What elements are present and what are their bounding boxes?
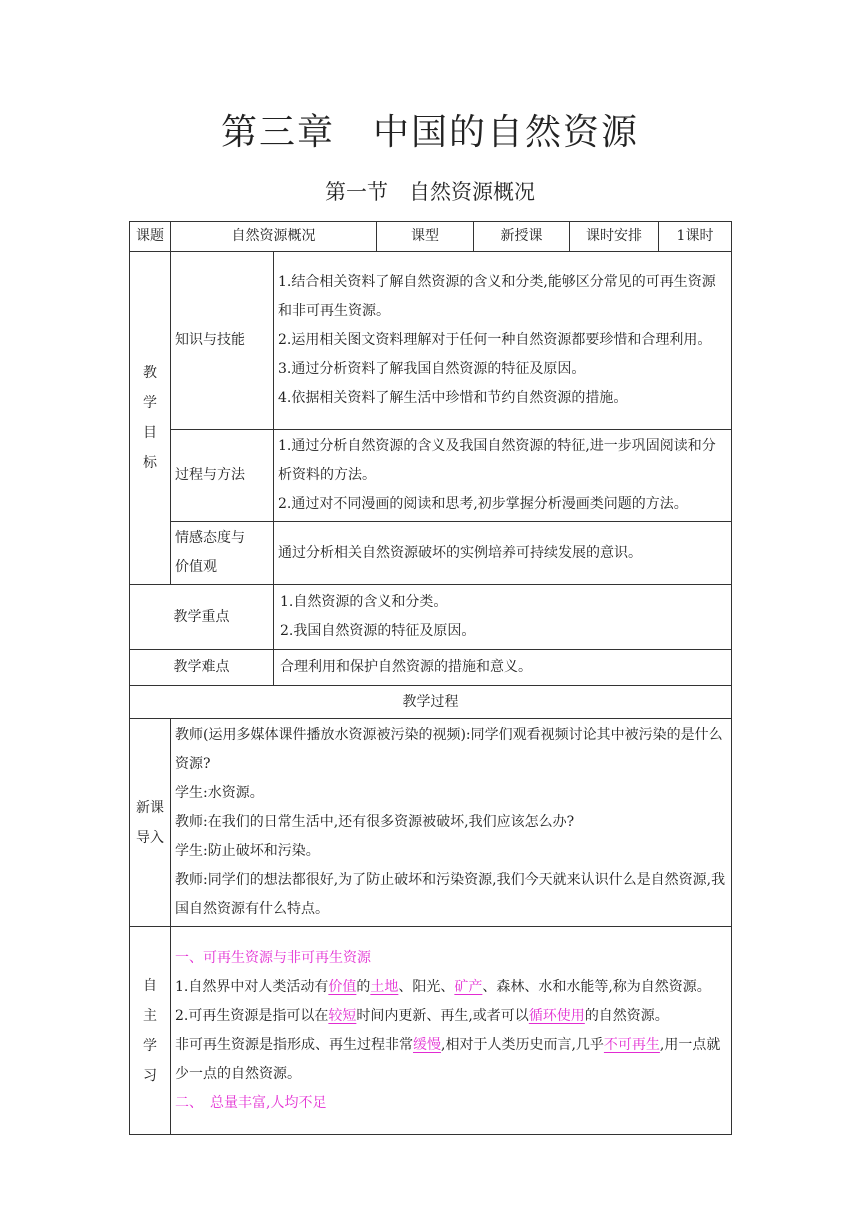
goals-label-char: 教 [143, 365, 157, 381]
hours-label: 课时安排 [570, 222, 659, 252]
process-header-row [130, 686, 732, 719]
text-run: 2.可再生资源是指可以在 [175, 1007, 329, 1024]
self-study-content [171, 927, 732, 1135]
intro-label-line: 新课 [136, 799, 164, 816]
key-points-content [274, 585, 732, 650]
section-heading-total: 二、 总量丰富,人均不足 [175, 1094, 327, 1111]
hours-value: 1课时 [659, 222, 732, 252]
type-value: 新授课 [474, 222, 570, 252]
knowledge-item: 3.通过分析资料了解我国自然资源的特征及原因。 [278, 361, 586, 377]
knowledge-item: 1.结合相关资料了解自然资源的含义和分类,能够区分常见的可再生资源和非可再生资源。 [278, 274, 716, 319]
type-label: 课型 [377, 222, 474, 252]
process-content [274, 430, 732, 522]
process-label: 过程与方法 [171, 430, 274, 522]
process-item: 2.通过对不同漫画的阅读和思考,初步掌握分析漫画类问题的方法。 [278, 496, 688, 512]
self-study-label-char: 主 [143, 1007, 157, 1024]
text-run: 、阳光、 [398, 978, 455, 995]
key-point-item: 1.自然资源的含义和分类。 [280, 594, 448, 610]
key-points-label: 教学重点 [130, 585, 274, 650]
goals-label-char: 标 [143, 455, 157, 471]
intro-label [130, 719, 171, 927]
intro-label-line: 导入 [136, 829, 164, 846]
answer-blank: 土地 [370, 978, 399, 995]
answer-blank: 循环使用 [528, 1007, 585, 1024]
section-heading-renewable: 一、可再生资源与非可再生资源 [175, 949, 371, 966]
self-study-label [130, 927, 171, 1135]
emotion-content: 通过分析相关自然资源破坏的实例培养可持续发展的意识。 [274, 522, 732, 585]
answer-blank: 较短 [328, 1007, 357, 1024]
answer-blank: 缓慢 [413, 1036, 441, 1053]
text-run: ,用一点就少一点的自然资源。 [175, 1036, 721, 1082]
text-run: 的 [356, 978, 371, 995]
self-study-label-char: 自 [143, 977, 157, 994]
answer-blank: 矿产 [454, 978, 483, 995]
difficulty-label: 教学难点 [130, 650, 274, 686]
teaching-goals-label [130, 252, 171, 585]
definition-renewable [175, 1002, 727, 1031]
process-item: 1.通过分析自然资源的含义及我国自然资源的特征,进一步巩固阅读和分析资料的方法。 [278, 438, 716, 483]
self-study-label-char: 习 [143, 1067, 157, 1084]
intro-row [130, 719, 732, 927]
difficulty-row [130, 650, 732, 686]
topic-label: 课题 [130, 222, 171, 252]
answer-blank: 价值 [328, 978, 357, 995]
intro-line: 教师:在我们的日常生活中,还有很多资源被破坏,我们应该怎么办? [175, 814, 575, 830]
emotion-label-line: 情感态度与 [175, 530, 245, 546]
knowledge-item: 4.依据相关资料了解生活中珍惜和节约自然资源的措施。 [278, 390, 628, 406]
definition-non-renewable [175, 1031, 727, 1089]
text-run: 、森林、水和水能等,称为自然资源。 [482, 978, 711, 995]
answer-blank: 不可再生 [603, 1036, 660, 1053]
key-points-row [130, 585, 732, 650]
text-run: ,相对于人类历史而言,几乎 [441, 1036, 604, 1053]
section-title: 第一节 自然资源概况 [325, 180, 535, 204]
definition-natural-resource [175, 973, 727, 1002]
intro-line: 教师:同学们的想法都很好,为了防止破坏和污染资源,我们今天就来认识什么是自然资源,我国自然资源有什么特点。 [175, 872, 726, 917]
key-point-item: 2.我国自然资源的特征及原因。 [280, 623, 476, 639]
self-study-row [130, 927, 732, 1135]
intro-content [171, 719, 732, 927]
process-header: 教学过程 [130, 686, 732, 719]
intro-line: 学生:防止破坏和污染。 [175, 843, 320, 859]
emotion-label [171, 522, 274, 585]
text-run: 时间内更新、再生,或者可以 [356, 1007, 529, 1024]
goal-emotion-row [130, 522, 732, 585]
text-run: 非可再生资源是指形成、再生过程非常 [175, 1036, 413, 1053]
chapter-title: 第三章 中国的自然资源 [220, 112, 639, 153]
text-run: 的自然资源。 [584, 1007, 669, 1024]
intro-line: 学生:水资源。 [175, 785, 264, 801]
emotion-label-line: 价值观 [175, 559, 217, 575]
topic-value: 自然资源概况 [171, 222, 377, 252]
lesson-plan-table [129, 221, 732, 1135]
self-study-label-char: 学 [143, 1037, 157, 1054]
knowledge-item: 2.运用相关图文资料理解对于任何一种自然资源都要珍惜和合理利用。 [278, 332, 712, 348]
knowledge-content [274, 252, 732, 430]
intro-line: 教师(运用多媒体课件播放水资源被污染的视频):同学们观看视频讨论其中被污染的是什么资源? [175, 727, 723, 772]
goal-process-row [130, 430, 732, 522]
goals-label-char: 学 [143, 395, 157, 411]
text-run: 1.自然界中对人类活动有 [175, 978, 329, 995]
knowledge-label: 知识与技能 [171, 252, 274, 430]
goals-label-char: 目 [143, 425, 157, 441]
header-row [130, 222, 732, 252]
difficulty-content: 合理利用和保护自然资源的措施和意义。 [274, 650, 732, 686]
goal-knowledge-row [130, 252, 732, 430]
